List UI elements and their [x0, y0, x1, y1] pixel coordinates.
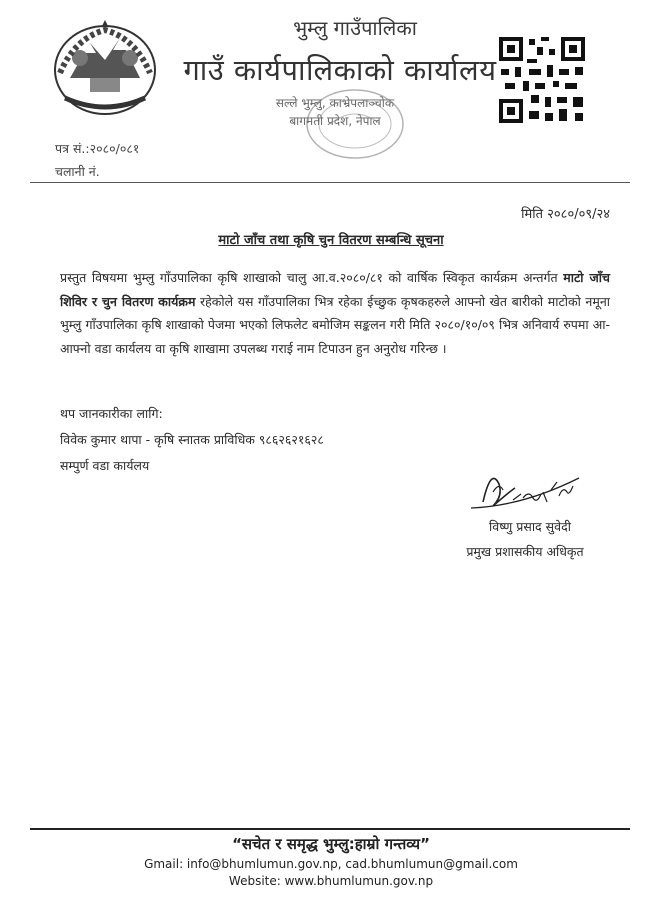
- signature-icon: [463, 462, 583, 522]
- letter-number: [55, 140, 139, 157]
- body-text-part2: रहेकोले यस गाँउपालिका भित्र रहेका ईच्छुक कृषकहरुले आफ्नो खेत बारीको माटोको नमूना भुम्लु गाँउपालिका कृषि शाखाको पेजमा भएको लिफलेट बमोजिम सङ्कलन गरी मिति २०८०/१०/०९ भित्र अनिवार्य रुपमा आ-आफ्नो वडा कार्यलय वा कृषि शाखामा उपलब्ध गराई नाम टिपाउन हुन अनुरोध गरिन्छ ।: [60, 293, 610, 356]
- office-name: गाउँ कार्यपालिकाको कार्यालय: [183, 53, 497, 87]
- footer-slogan: “सचेत र समृद्ध भुम्लु:हाम्रो गन्तव्य”: [232, 835, 430, 853]
- body-text-bold: माटो जाँच शिविर र चुन वितरण कार्यक्रम: [60, 270, 610, 309]
- signatory-title: प्रमुख प्रशासकीय अधिकृत: [466, 544, 584, 559]
- header-divider: [30, 182, 630, 183]
- letter-subject: माटो जाँच तथा कृषि चुन वितरण सम्बन्धि सूचना: [218, 233, 444, 248]
- address-line2: बागमती प्रदेश, नेपाल: [289, 114, 381, 128]
- body-text-part1: प्रस्तुत विषयमा भुम्लु गाँउपालिका कृषि शाखाको चालु आ.व.२०८०/८१ को वार्षिक स्विकृत कार्यक्रम अन्तर्गत: [60, 270, 564, 285]
- letter-number-value: २०८०/०८१: [89, 141, 140, 156]
- address-line1: सल्ले भुम्लु, काभ्रेपलाञ्चोक: [275, 96, 395, 110]
- contact-heading: थप जानकारीका लागि:: [60, 406, 163, 421]
- contact-all-wards: सम्पुर्ण वडा कार्यलय: [60, 458, 150, 473]
- letter-body: [60, 266, 610, 360]
- municipality-name: भुम्लु गाउँपालिका: [293, 16, 417, 40]
- letter-date: मिति २०८०/०९/२४: [521, 207, 610, 222]
- letter-number-label: पत्र सं.:: [55, 141, 90, 156]
- footer-divider: [30, 828, 630, 830]
- office-stamp-icon: [300, 84, 410, 164]
- nepal-emblem-icon: [50, 18, 160, 116]
- signatory-name: विष्णु प्रसाद सुवेदी: [489, 519, 571, 534]
- footer-email: Gmail: info@bhumlumun.gov.np, cad.bhumlumun@gmail.com: [144, 857, 518, 871]
- contact-person: विवेक कुमार थापा - कृषि स्नातक प्राविधिक ९८६२६२१६२८: [60, 432, 324, 447]
- dispatch-number-label: चलानी नं.: [55, 164, 100, 179]
- footer-website: Website: www.bhumlumun.gov.np: [228, 874, 434, 888]
